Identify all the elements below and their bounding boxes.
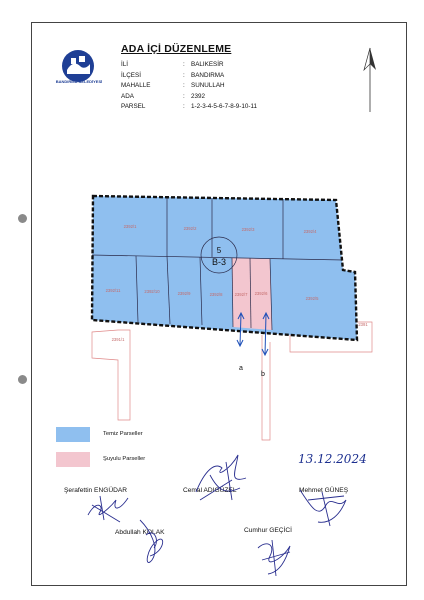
document-date: 13.12.2024 [298, 452, 367, 466]
parcel-label: 2392/7 [234, 292, 248, 297]
zone-label: B-3 [211, 257, 227, 267]
parcel-label: 2392/4 [303, 229, 317, 234]
signatory-name: Abdullah KOLAK [115, 529, 165, 536]
signatory-name: Cumhur GEÇİCİ [244, 527, 292, 534]
info-separator: : [183, 71, 185, 79]
signatory-name: Cemal ADIGÜZEL [183, 487, 237, 494]
info-value: BANDIRMA [191, 71, 225, 79]
info-label: PARSEL [121, 103, 146, 111]
legend-label-clean: Temiz Parseller [103, 431, 143, 437]
parcel-label: 2392/9 [177, 291, 191, 296]
neighbor-parcel-outline [92, 330, 130, 420]
clean-parcels-area [92, 196, 357, 340]
parcel-label: 2392/1 [123, 224, 137, 229]
document-title: ADA İÇİ DÜZENLEME [121, 43, 232, 55]
info-value: BALIKESİR [191, 61, 224, 68]
parcel-label: 2392/11 [105, 288, 121, 293]
info-value: 1-2-3-4-5-6-7-8-9-10-11 [191, 103, 258, 111]
info-separator: : [183, 82, 185, 90]
info-label: İLİ [121, 61, 129, 68]
parcel-label: 2391/1 [111, 337, 125, 342]
info-separator: : [183, 92, 185, 100]
legend-label-shared: Şuyulu Parseller [103, 456, 146, 462]
info-value: 2392 [191, 92, 206, 100]
info-separator: : [183, 103, 185, 111]
legend-swatch-shared [56, 452, 90, 467]
parcel-label: 2392/2 [183, 226, 197, 231]
info-label: ADA [121, 92, 134, 100]
parcel-label: 2391 [358, 322, 368, 327]
parcel-label: 2392/6 [254, 291, 268, 296]
info-label: İLÇESİ [121, 71, 141, 79]
parcel-label: 2392/8 [209, 292, 223, 297]
parcel-label: 2392/5 [305, 296, 319, 301]
block-number: 5 [216, 246, 222, 255]
arrow-label-a: a [239, 365, 243, 372]
info-label: MAHALLE [121, 82, 151, 90]
logo-text: BANDIRMA BELEDİYESİ [55, 79, 103, 84]
arrow-label-b: b [261, 371, 265, 378]
info-separator: : [183, 61, 185, 68]
legend-swatch-clean [56, 427, 90, 442]
signatory-name: Mehmet GÜNEŞ [299, 487, 349, 494]
signatory-name: Şerafettin ENGÜDAR [64, 487, 128, 494]
parcel-label: 2392/3 [241, 227, 255, 232]
parcel-label: 2392/10 [144, 289, 160, 294]
info-value: SUNULLAH [191, 82, 225, 90]
